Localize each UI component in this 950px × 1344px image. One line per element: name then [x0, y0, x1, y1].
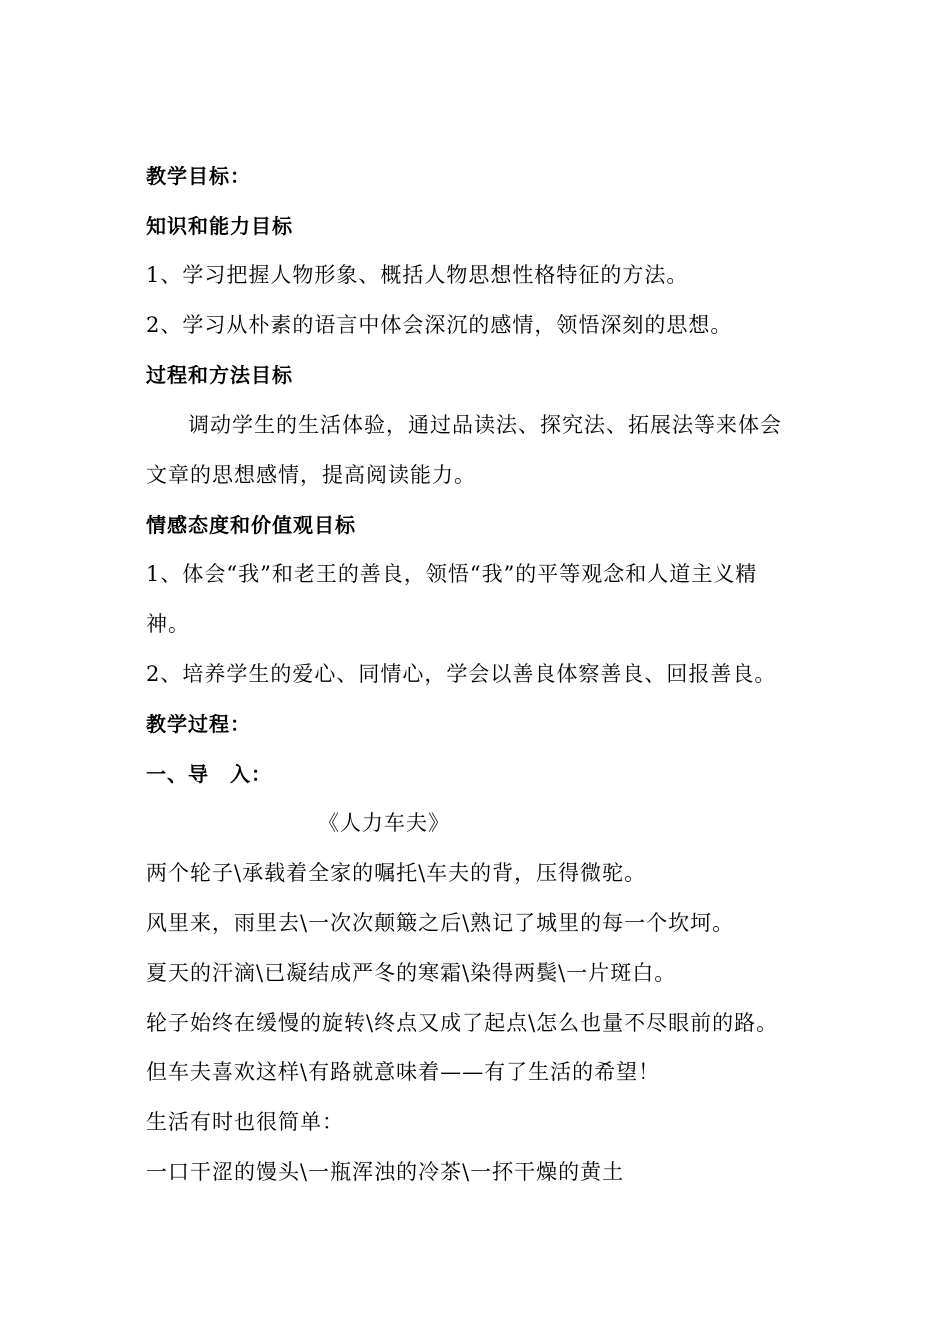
poem-line: 两个轮子\承载着全家的嘱托\车夫的背，压得微驼。	[146, 861, 647, 885]
emotion-item-1-line-1: 1、体会“我”和老王的善良，领悟“我”的平等观念和人道主义精	[146, 562, 758, 586]
process-heading: 过程和方法目标	[146, 363, 293, 387]
objectives-heading: 教学目标：	[146, 164, 251, 188]
knowledge-heading: 知识和能力目标	[146, 214, 293, 238]
poem-line: 轮子始终在缓慢的旋转\终点又成了起点\怎么也量不尽眼前的路。	[146, 1011, 779, 1035]
intro-heading: 一、导 入：	[146, 762, 272, 786]
emotion-item-1-line-2: 神。	[146, 612, 190, 636]
knowledge-item-2: 2、学习从朴素的语言中体会深沉的感情，领悟深刻的思想。	[146, 313, 733, 337]
emotion-item-2: 2、培养学生的爱心、同情心，学会以善良体察善良、回报善良。	[146, 662, 777, 686]
poem-line: 一口干涩的馒头\一瓶浑浊的冷茶\一抔干燥的黄土	[146, 1160, 625, 1184]
poem-line: 但车夫喜欢这样\有路就意味着——有了生活的希望！	[146, 1060, 661, 1084]
poem-line: 生活有时也很简单：	[146, 1110, 344, 1134]
poem-line: 风里来，雨里去\一次次颠簸之后\熟记了城里的每一个坎坷。	[146, 911, 735, 935]
emotion-heading: 情感态度和价值观目标	[146, 513, 356, 537]
knowledge-item-1: 1、学习把握人物形象、概括人物思想性格特征的方法。	[146, 263, 689, 287]
process-text-line-2: 文章的思想感情，提高阅读能力。	[146, 463, 476, 487]
teaching-process-heading: 教学过程：	[146, 712, 251, 736]
poem-line: 夏天的汗滴\已凝结成严冬的寒霜\染得两鬓\一片斑白。	[146, 961, 677, 985]
poem-title: 《人力车夫》	[318, 811, 450, 835]
process-text-line-1: 调动学生的生活体验，通过品读法、探究法、拓展法等来体会	[188, 413, 782, 437]
